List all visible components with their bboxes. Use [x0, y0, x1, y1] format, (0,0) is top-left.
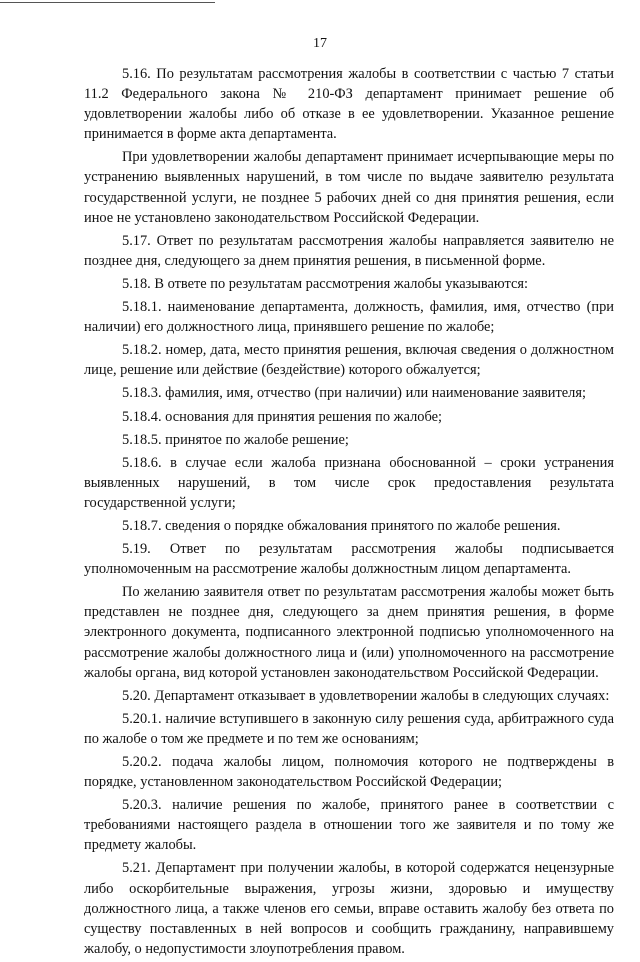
- page-number: 17: [313, 36, 327, 51]
- paragraph-5-20: 5.20. Департамент отказывает в удовлетворении жалобы в следующих случаях:: [122, 687, 610, 704]
- paragraph-5-19: 5.19. Ответ по результатам рассмотрения жалобы подписывается уполномоченным на рассмотрение жалобы должностным лицом департамента.: [84, 541, 614, 578]
- paragraph-5-18-2: 5.18.2. номер, дата, место принятия решения, включая сведения о должностном лице, решение или действие (бездействие) которого обжалуется;: [84, 342, 614, 379]
- paragraph-5-20-1: 5.20.1. наличие вступившего в законную силу решения суда, арбитражного суда по жалобе о том же предмете и по тем же основаниям;: [84, 710, 614, 747]
- paragraph-5-18-6: 5.18.6. в случае если жалоба признана обоснованной – сроки устранения выявленных нарушений, в том числе срок предоставления результата государственной услуги;: [84, 454, 614, 511]
- paragraph-5-18: 5.18. В ответе по результатам рассмотрения жалобы указываются:: [122, 275, 528, 292]
- paragraph-5-20-3: 5.20.3. наличие решения по жалобе, принятого ранее в соответствии с требованиями настоящего раздела в отношении того же заявителя и по тому же предмету жалобы.: [84, 797, 614, 854]
- paragraph-5-18-1: 5.18.1. наименование департамента, должность, фамилия, имя, отчество (при наличии) его должностного лица, принявшего решение по жалобе;: [84, 299, 614, 336]
- paragraph-5-18-7: 5.18.7. сведения о порядке обжалования принятого по жалобе решения.: [122, 517, 561, 534]
- top-rule: [0, 2, 215, 3]
- paragraph-5-16: 5.16. По результатам рассмотрения жалобы в соответствии с частью 7 статьи 11.2 Федерального закона № 210-ФЗ департамент принимает решение об удовлетворении жалобы либо об отказе в ее удовлетворении. Указанное решение принимается в форме акта департамента.: [84, 66, 614, 143]
- paragraph-5-17: 5.17. Ответ по результатам рассмотрения жалобы направляется заявителю не позднее дня, следующего за днем принятия решения, в письменной форме.: [84, 232, 614, 269]
- paragraph-5-19-electronic: По желанию заявителя ответ по результатам рассмотрения жалобы может быть представлен не позднее дня, следующего за днем принятия решения, в форме электронного документа, подписанного электронной подписью уполномоченного на рассмотрение жалобы должностного лица и (или) уполномоченного на рассмотрение жалобы органа, вид которой установлен законодательством Российской Федерации.: [84, 584, 614, 681]
- paragraph-5-21: 5.21. Департамент при получении жалобы, в которой содержатся нецензурные либо оскорбительные выражения, угрозы жизни, здоровью и имуществу должностного лица, а также членов его семьи, вправе оставить жалобу без ответа по существу поставленных в ней вопросов и сообщить гражданину, направившему жалобу, о недопустимости злоупотребления правом.: [84, 860, 614, 957]
- paragraph-5-18-5: 5.18.5. принятое по жалобе решение;: [122, 431, 349, 448]
- paragraph-5-16-satisfaction: При удовлетворении жалобы департамент принимает исчерпывающие меры по устранению выявленных нарушений, в том числе по выдаче заявителю результата государственной услуги, не позднее 5 рабочих дней со дня принятия решения, если иное не установлено законодательством Российской Федерации.: [84, 149, 614, 226]
- paragraph-5-20-2: 5.20.2. подача жалобы лицом, полномочия которого не подтверждены в порядке, установленном законодательством Российской Федерации;: [84, 754, 614, 791]
- paragraph-5-18-4: 5.18.4. основания для принятия решения по жалобе;: [122, 408, 442, 425]
- document-body: [84, 64, 614, 962]
- paragraph-5-18-3: 5.18.3. фамилия, имя, отчество (при наличии) или наименование заявителя;: [122, 385, 586, 402]
